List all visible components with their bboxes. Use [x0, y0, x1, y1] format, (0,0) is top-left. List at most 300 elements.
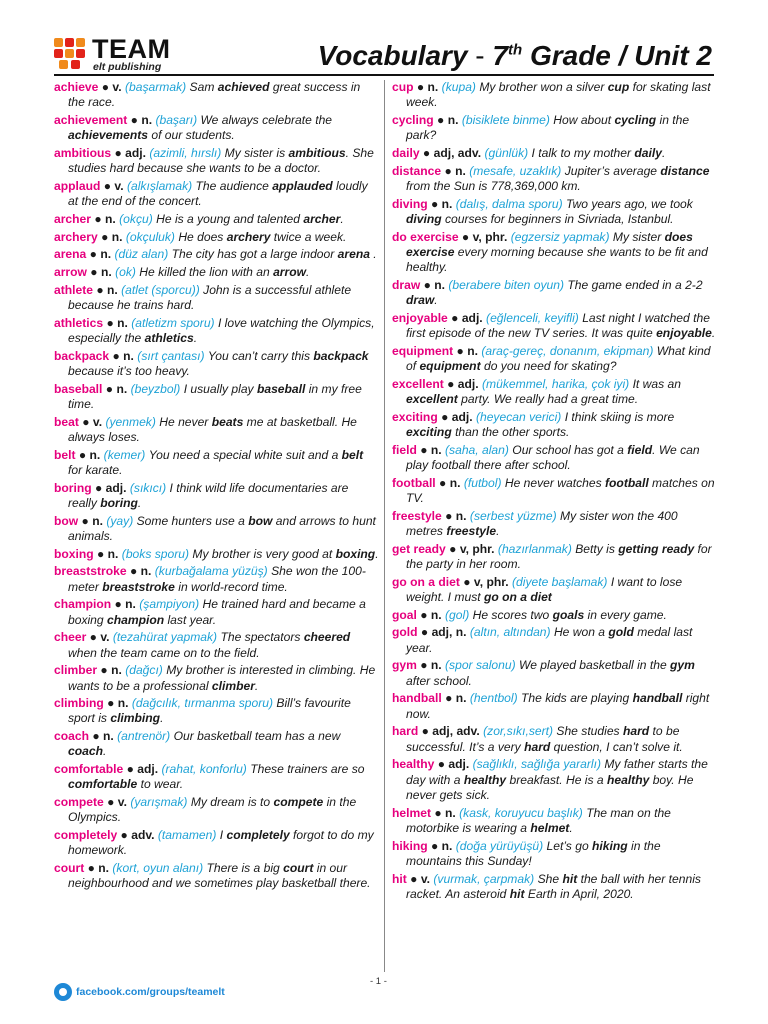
example-sentence [192, 547, 378, 561]
example-text: My sister is [224, 145, 289, 160]
highlighted-word: boring [100, 495, 138, 510]
part-of-speech: n. [430, 607, 442, 622]
vocab-word: excellent [392, 376, 444, 391]
example-text: . [434, 293, 438, 308]
vocab-word: achievement [54, 112, 128, 127]
vocab-entry: applaud ● v. (alkışlamak) The audience applauded loudly at the end of the concert. [54, 178, 368, 209]
turkish-translation: (kort, oyun alanı) [112, 861, 204, 876]
vocab-entry: beat ● v. (yenmek) He never beats me at basketball. He always loses. [54, 414, 357, 444]
example-text: These trainers are so [250, 762, 365, 777]
example-text: party. We really had a great time. [457, 392, 639, 407]
example-text: He never watches [504, 475, 606, 490]
turkish-translation: (hazırlanmak) [497, 541, 572, 556]
part-of-speech: v. [117, 795, 127, 810]
vocab-word: freestyle [392, 508, 442, 523]
part-of-speech: v. [100, 630, 110, 645]
vocab-word: climber [54, 663, 98, 678]
example-text: matches on TV. [406, 475, 715, 506]
vocab-entry: equipment ● n. (araç-gereç, donanım, ekipman) What kind of equipment do you need for skating? [392, 343, 711, 374]
highlighted-word: champion [107, 612, 165, 627]
part-of-speech: n. [434, 277, 446, 292]
example-text: . [369, 247, 377, 262]
vocab-word: hiking [392, 838, 428, 853]
turkish-translation: (rahat, konforlu) [161, 762, 247, 777]
highlighted-word: field [627, 442, 653, 457]
turkish-translation: (başarmak) [125, 80, 187, 94]
example-text: He does [178, 229, 227, 244]
turkish-translation: (kurbağalama yüzüş) [154, 564, 268, 579]
highlighted-word: arrow [273, 265, 307, 279]
part-of-speech: n. [111, 229, 123, 244]
turkish-translation: (mesafe, uzaklık) [469, 163, 562, 178]
vocab-word: boxing [54, 546, 94, 561]
highlighted-word: enjoyable [656, 326, 712, 341]
part-of-speech: v. [92, 414, 103, 429]
highlighted-word: climbing [110, 711, 161, 726]
example-text: The game ended in a 2-2 [567, 277, 703, 292]
example-text: We played basketball in the [519, 658, 671, 673]
highlighted-word: belt [341, 447, 364, 462]
team-logo-icon [54, 38, 88, 72]
example-text: do you need for skating? [480, 359, 617, 374]
vocab-entry: archer ● n. (okçu) He is a young and talented archer. [54, 211, 344, 226]
highlighted-word: helmet [530, 820, 570, 835]
part-of-speech: v. [420, 871, 431, 886]
example-sentence [178, 230, 346, 244]
vocab-word: do exercise [392, 229, 459, 244]
example-text: We always celebrate the [200, 112, 333, 127]
highlighted-word: gold [608, 625, 634, 640]
highlighted-word: hard [524, 739, 551, 754]
part-of-speech: n. [125, 597, 136, 612]
part-of-speech: n. [117, 315, 128, 330]
vocab-entry: belt ● n. (kemer) You need a special white suit and a belt for karate. [54, 447, 364, 477]
example-text: . [254, 678, 259, 693]
vocab-entry: get ready ● v, phr. (hazırlanmak) Betty is getting ready for the party in her room. [392, 541, 712, 572]
vocab-entry: completely ● adv. (tamamen) I completely forgot to do my homework. [54, 828, 374, 858]
example-text: loudly at the end of the concert. [68, 178, 368, 209]
example-text: breakfast. He is a [506, 772, 607, 787]
vocab-entry: boring ● adj. (sıkıcı) I think wild life documentaries are really boring. [54, 480, 349, 510]
turkish-translation: (düz alan) [114, 247, 169, 262]
vocab-word: achieve [54, 80, 99, 94]
part-of-speech: adj. [125, 145, 146, 160]
part-of-speech: n. [467, 343, 478, 358]
example-text: . [496, 524, 500, 539]
turkish-translation: (boks sporu) [121, 546, 190, 561]
vocab-entry: healthy ● adj. (sağlıklı, sağlığa yararlı) My father starts the day with a healthy breakfast. He is a healthy boy. He never gets sick. [392, 757, 708, 802]
highlighted-word: healthy [463, 772, 507, 787]
part-of-speech: n. [445, 805, 456, 820]
example-text: How about [553, 112, 615, 127]
example-text: He killed the lion with an [139, 265, 274, 279]
part-of-speech: n. [430, 658, 442, 673]
example-text: I want to lose weight. I must [406, 574, 683, 605]
example-text: He trained hard and became a boxing [68, 597, 366, 627]
example-text: . [569, 820, 573, 835]
turkish-translation: (ok) [115, 265, 136, 279]
example-text: I think skiing is more [564, 409, 675, 424]
highlighted-word: goals [552, 607, 585, 622]
highlighted-word: equipment [419, 359, 481, 374]
vocab-entry: handball ● n. (hentbol) The kids are playing handball right now. [392, 691, 710, 721]
example-text: to be successful. It’s a very [406, 724, 680, 754]
vocab-entry: achievement ● n. (başarı) We always celebrate the achievements of our students. [54, 112, 333, 143]
example-text: Bill’s favourite sport is [68, 696, 351, 726]
turkish-translation: (dalış, dalma sporu) [455, 196, 563, 211]
highlighted-word: hit [562, 871, 578, 886]
highlighted-word: exciting [406, 425, 452, 440]
page-number: - 1 - [370, 976, 387, 987]
facebook-group-link[interactable]: facebook.com/groups/teamelt [76, 986, 225, 998]
highlighted-word: archer [303, 211, 341, 226]
example-text: The kids are playing [521, 691, 633, 706]
vocab-entry: diving ● n. (dalış, dalma sporu) Two years ago, we took diving courses for beginners in Sivriada, Istanbul. [392, 196, 693, 226]
part-of-speech: n. [107, 546, 119, 561]
part-of-speech: n. [116, 381, 128, 396]
turkish-translation: (gol) [445, 607, 470, 622]
example-text: The spectators [220, 630, 304, 645]
example-text: for skating last week. [406, 80, 711, 110]
vocab-entry: baseball ● n. (beyzbol) I usually play baseball in my free time. [54, 381, 362, 411]
vocab-word: backpack [54, 348, 110, 363]
example-text: It was an [632, 376, 681, 391]
part-of-speech: n. [455, 691, 467, 706]
example-text: The audience [195, 178, 273, 193]
part-of-speech: n. [447, 112, 459, 127]
example-text: My brother is very good at [192, 546, 336, 561]
vocab-entry: freestyle ● n. (serbest yüzme) My sister won the 400 metres freestyle. [392, 508, 678, 539]
part-of-speech: n. [107, 282, 118, 297]
vocab-word: coach [54, 729, 89, 744]
turkish-translation: (zor,sıkı,sert) [483, 724, 554, 739]
example-text: the ball with her tennis racket. An asteroid [406, 871, 701, 901]
vocab-entry: boxing ● n. (boks sporu) My brother is very good at boxing. [54, 546, 379, 561]
turkish-translation: (tezahürat yapmak) [112, 630, 218, 645]
turkish-translation: (eğlenceli, keyifli) [486, 310, 579, 325]
example-text: question, I can’t solve it. [550, 739, 683, 754]
example-text: Sam [189, 80, 218, 94]
example-sentence [172, 247, 377, 261]
turkish-translation: (kemer) [103, 447, 146, 462]
example-text: The city has got a large indoor [171, 247, 338, 262]
part-of-speech: n. [89, 447, 101, 462]
highlighted-word: applauded [272, 178, 333, 193]
part-of-speech: n. [98, 861, 110, 876]
example-text: What kind of [406, 343, 711, 374]
highlighted-word: cycling [614, 112, 657, 127]
highlighted-word: gym [670, 658, 695, 673]
highlighted-word: backpack [313, 348, 369, 363]
example-text: . [160, 711, 164, 726]
part-of-speech: n. [102, 729, 114, 744]
vocab-word: football [392, 475, 436, 490]
example-text: twice a week. [270, 229, 347, 244]
vocab-entry: arrow ● n. (ok) He killed the lion with an arrow. [54, 265, 310, 279]
vocab-entry: compete ● v. (yarışmak) My dream is to compete in the Olympics. [54, 795, 357, 825]
turkish-translation: (diyete başlamak) [512, 574, 608, 589]
vocab-word: climbing [54, 696, 104, 711]
turkish-translation: (günlük) [484, 145, 529, 160]
turkish-translation: (vurmak, çarpmak) [433, 871, 535, 886]
vocab-entry: ambitious ● adj. (azimli, hırslı) My sister is ambitious. She studies hard because she wants to be a doctor. [54, 145, 374, 176]
example-text: I talk to my mother [531, 145, 635, 160]
vocab-word: belt [54, 447, 76, 462]
example-text: in my free time. [68, 381, 362, 411]
part-of-speech: n. [427, 80, 439, 94]
part-of-speech: n. [92, 513, 103, 528]
part-of-speech: adj. [105, 480, 127, 495]
example-text: . [102, 744, 107, 759]
page-title: Vocabulary - 7th Grade / Unit 2 [317, 40, 712, 71]
turkish-translation: (yarışmak) [130, 795, 188, 810]
turkish-translation: (sağlıklı, sağlığa yararlı) [472, 757, 601, 772]
vocab-entry: arena ● n. (düz alan) The city has got a large indoor arena . [54, 247, 377, 262]
vocab-entry: athlete ● n. (atlet (sporcu)) John is a successful athlete because he trains hard. [54, 282, 352, 312]
vocab-word: goal [392, 607, 417, 622]
example-text: in the park? [406, 112, 690, 143]
example-text: to wear. [137, 777, 184, 792]
part-of-speech: n. [140, 564, 152, 579]
example-text: in the Olympics. [68, 795, 357, 825]
part-of-speech: v, phr. [459, 541, 495, 556]
highlighted-word: boxing [335, 546, 376, 561]
example-text: Our basketball team has a new [173, 729, 341, 744]
vocab-entry: excellent ● adj. (mükemmel, harika, çok iyi) It was an excellent party. We really had a great time. [392, 376, 681, 407]
example-text: I [219, 828, 227, 843]
example-text: and arrows to hunt animals. [68, 513, 376, 543]
vocab-entry: football ● n. (futbol) He never watches football matches on TV. [392, 475, 715, 506]
example-text: in the mountains this Sunday! [406, 838, 661, 868]
highlighted-word: ambitious [288, 145, 346, 160]
example-text: for the party in her room. [406, 541, 712, 572]
vocab-word: beat [54, 414, 79, 429]
part-of-speech: n. [111, 663, 122, 678]
turkish-translation: (yay) [106, 513, 134, 528]
part-of-speech: v. [112, 80, 122, 94]
example-text: My brother won a silver [479, 80, 608, 94]
highlighted-word: athletics [144, 330, 194, 345]
part-of-speech: adj. [448, 757, 470, 772]
example-text: She [537, 871, 563, 886]
vocab-word: helmet [392, 805, 431, 820]
part-of-speech: n. [455, 163, 466, 178]
vocab-word: cycling [392, 112, 434, 127]
highlighted-word: court [283, 861, 314, 876]
example-sentence [156, 212, 344, 226]
example-sentence [68, 795, 356, 824]
vocab-word: daily [392, 145, 420, 160]
example-text: courses for beginners in Sivriada, Istanbul. [441, 211, 674, 226]
turkish-translation: (bisiklete binme) [461, 112, 550, 127]
example-text: of our students. [148, 128, 235, 143]
highlighted-word: handball [632, 691, 683, 706]
highlighted-word: freestyle [446, 524, 497, 539]
vocab-entry: climber ● n. (dağcı) My brother is interested in climbing. He wants to be a professional climber. [54, 663, 376, 693]
example-text: Let’s go [546, 838, 593, 853]
turkish-translation: (yenmek) [105, 414, 156, 429]
turkish-translation: (okçuluk) [125, 229, 175, 244]
vocab-word: healthy [392, 757, 435, 772]
example-text: She studies [556, 724, 623, 739]
example-sentence [406, 691, 709, 720]
vocab-entry: court ● n. (kort, oyun alanı) There is a big court in our neighbourhood and we sometimes play basketball there. [54, 861, 371, 891]
vocab-word: go on a diet [392, 574, 460, 589]
turkish-translation: (mükemmel, harika, çok iyi) [482, 376, 630, 391]
vocab-entry: gold ● adj, n. (altın, altından) He won a gold medal last year. [392, 625, 693, 655]
turkish-translation: (futbol) [463, 475, 502, 490]
vocab-word: handball [392, 691, 442, 706]
part-of-speech: adv. [131, 828, 155, 843]
example-text: He won a [553, 625, 609, 640]
example-text: He scores two [472, 607, 553, 622]
vocab-word: field [392, 442, 417, 457]
example-sentence [68, 146, 374, 175]
example-text: . [193, 330, 198, 345]
turkish-translation: (saha, alan) [445, 442, 509, 457]
vocab-entry: archery ● n. (okçuluk) He does archery twice a week. [54, 229, 347, 244]
example-sentence [68, 179, 368, 208]
highlighted-word: beats [211, 414, 244, 429]
vocab-entry: athletics ● n. (atletizm sporu) I love watching the Olympics, especially the athletics. [54, 315, 375, 345]
example-sentence [68, 316, 375, 345]
part-of-speech: n. [117, 696, 129, 711]
vocab-word: bow [54, 513, 79, 528]
example-text: last year. [164, 612, 217, 627]
example-sentence [139, 265, 309, 279]
example-text: in every game. [584, 607, 667, 622]
vocab-word: athlete [54, 282, 93, 297]
vocab-word: comfortable [54, 762, 124, 777]
vocab-word: equipment [392, 343, 454, 358]
part-of-speech: n. [100, 265, 112, 279]
highlighted-word: achievements [68, 128, 148, 143]
vocab-word: hard [392, 724, 419, 739]
vocab-word: arrow [54, 265, 87, 279]
vocab-word: draw [392, 277, 421, 292]
part-of-speech: adj, adv. [432, 724, 480, 739]
vocab-entry: daily ● adj, adv. (günlük) I talk to my mother daily. [392, 145, 666, 160]
turkish-translation: (heyecan verici) [475, 409, 562, 424]
vocab-column-left [54, 80, 379, 894]
page-header [0, 0, 768, 78]
part-of-speech: adj, n. [431, 625, 467, 640]
turkish-translation: (spor salonu) [445, 658, 516, 673]
vocab-entry: cheer ● v. (tezahürat yapmak) The spectators cheered when the team came on to the field. [54, 630, 351, 660]
turkish-translation: (tamamen) [157, 828, 217, 843]
highlighted-word: archery [226, 229, 271, 244]
highlighted-word: distance [660, 163, 710, 178]
header-rule [54, 74, 714, 76]
vocab-word: exciting [392, 409, 438, 424]
highlighted-word: healthy [606, 772, 650, 787]
vocab-entry: distance ● n. (mesafe, uzaklık) Jupiter’s average distance from the Sun is 778,369,000 km. [392, 163, 710, 193]
vocab-word: applaud [54, 178, 101, 193]
vocab-entry: comfortable ● adj. (rahat, konforlu) These trainers are so comfortable to wear. [54, 762, 365, 792]
example-text: There is a big [206, 861, 284, 876]
part-of-speech: v. [114, 178, 124, 193]
vocab-entry: goal ● n. (gol) He scores two goals in every game. [392, 607, 667, 622]
vocab-word: court [54, 861, 85, 876]
turkish-translation: (kask, koruyucu başlık) [459, 805, 583, 820]
vocab-entry: climbing ● n. (dağcılık, tırmanma sporu) Bill’s favourite sport is climbing. [54, 696, 351, 726]
vocab-word: champion [54, 597, 112, 612]
vocab-entry: helmet ● n. (kask, koruyucu başlık) The man on the motorbike is wearing a helmet. [392, 805, 671, 835]
example-text: My sister [612, 229, 665, 244]
highlighted-word: arena [337, 247, 370, 262]
part-of-speech: v, phr. [473, 574, 509, 589]
vocab-word: cup [392, 80, 414, 94]
highlighted-word: draw [406, 293, 435, 308]
turkish-translation: (dağcılık, tırmanma sporu) [131, 696, 274, 711]
example-text: after school. [406, 673, 472, 688]
highlighted-word: excellent [406, 392, 458, 407]
vocab-entry: backpack ● n. (sırt çantası) You can’t carry this backpack because it’s too heavy. [54, 348, 369, 378]
team-logo [54, 34, 174, 74]
vocab-entry: coach ● n. (antrenör) Our basketball team has a new coach. [54, 729, 341, 759]
part-of-speech: adj. [457, 376, 479, 391]
vocab-word: distance [392, 163, 442, 178]
vocab-word: baseball [54, 381, 103, 396]
example-text: than the other sports. [451, 425, 570, 440]
vocab-entry: exciting ● adj. (heyecan verici) I think skiing is more exciting than the other sports. [392, 409, 675, 440]
highlighted-word: comfortable [68, 777, 138, 792]
example-text: Two years ago, we took [566, 196, 693, 211]
example-text: great success in the race. [68, 80, 361, 110]
example-text: . [137, 495, 142, 510]
turkish-translation: (egzersiz yapmak) [510, 229, 610, 244]
part-of-speech: n. [455, 508, 467, 523]
turkish-translation: (sırt çantası) [137, 348, 205, 363]
highlighted-word: hit [509, 886, 525, 901]
logo-subtitle: elt publishing [93, 61, 162, 73]
part-of-speech: v, phr. [472, 229, 508, 244]
highlighted-word: baseball [256, 381, 306, 396]
example-text: I think wild life documentaries are really [68, 480, 349, 510]
example-sentence [68, 382, 362, 411]
example-text: I usually play [183, 381, 257, 396]
highlighted-word: achieved [217, 80, 270, 94]
vocab-entry: draw ● n. (berabere biten oyun) The game ended in a 2-2 draw. [392, 277, 703, 308]
vocab-word: ambitious [54, 145, 112, 160]
example-text: . [306, 265, 310, 279]
vocab-entry: hiking ● n. (doğa yürüyüşü) Let’s go hiking in the mountains this Sunday! [392, 838, 661, 868]
vocab-entry: gym ● n. (spor salonu) We played basketball in the gym after school. [392, 658, 695, 688]
vocab-word: archer [54, 211, 91, 226]
highlighted-word: daily [634, 145, 662, 160]
vocab-entry: enjoyable ● adj. (eğlenceli, keyifli) Last night I watched the first episode of the new TV series. It was quite enjoyable. [392, 310, 716, 341]
vocab-word: breaststroke [54, 564, 127, 579]
facebook-group-icon [54, 983, 72, 1001]
example-text: . [375, 546, 379, 561]
example-text: She won the 100-meter [68, 564, 366, 594]
example-text: Earth in April, 2020. [524, 886, 634, 901]
vocab-entry: go on a diet ● v, phr. (diyete başlamak) I want to lose weight. I must go on a diet [392, 574, 683, 605]
example-text: My father starts the day with a [406, 757, 708, 787]
vocab-word: cheer [54, 630, 87, 645]
highlighted-word: getting ready [618, 541, 695, 556]
turkish-translation: (atletizm sporu) [131, 315, 215, 330]
highlighted-word: go on a diet [483, 590, 552, 605]
turkish-translation: (okçu) [119, 211, 153, 226]
vocab-entry: bow ● n. (yay) Some hunters use a bow and arrows to hunt animals. [54, 513, 376, 543]
vocab-entry: champion ● n. (şampiyon) He trained hard and became a boxing champion last year. [54, 597, 366, 627]
example-text: . We can play football there after school. [406, 442, 700, 473]
example-text: for karate. [68, 462, 123, 477]
vocab-word: enjoyable [392, 310, 448, 325]
column-divider [384, 80, 385, 972]
example-text: John is a successful athlete because he trains hard. [68, 282, 352, 312]
